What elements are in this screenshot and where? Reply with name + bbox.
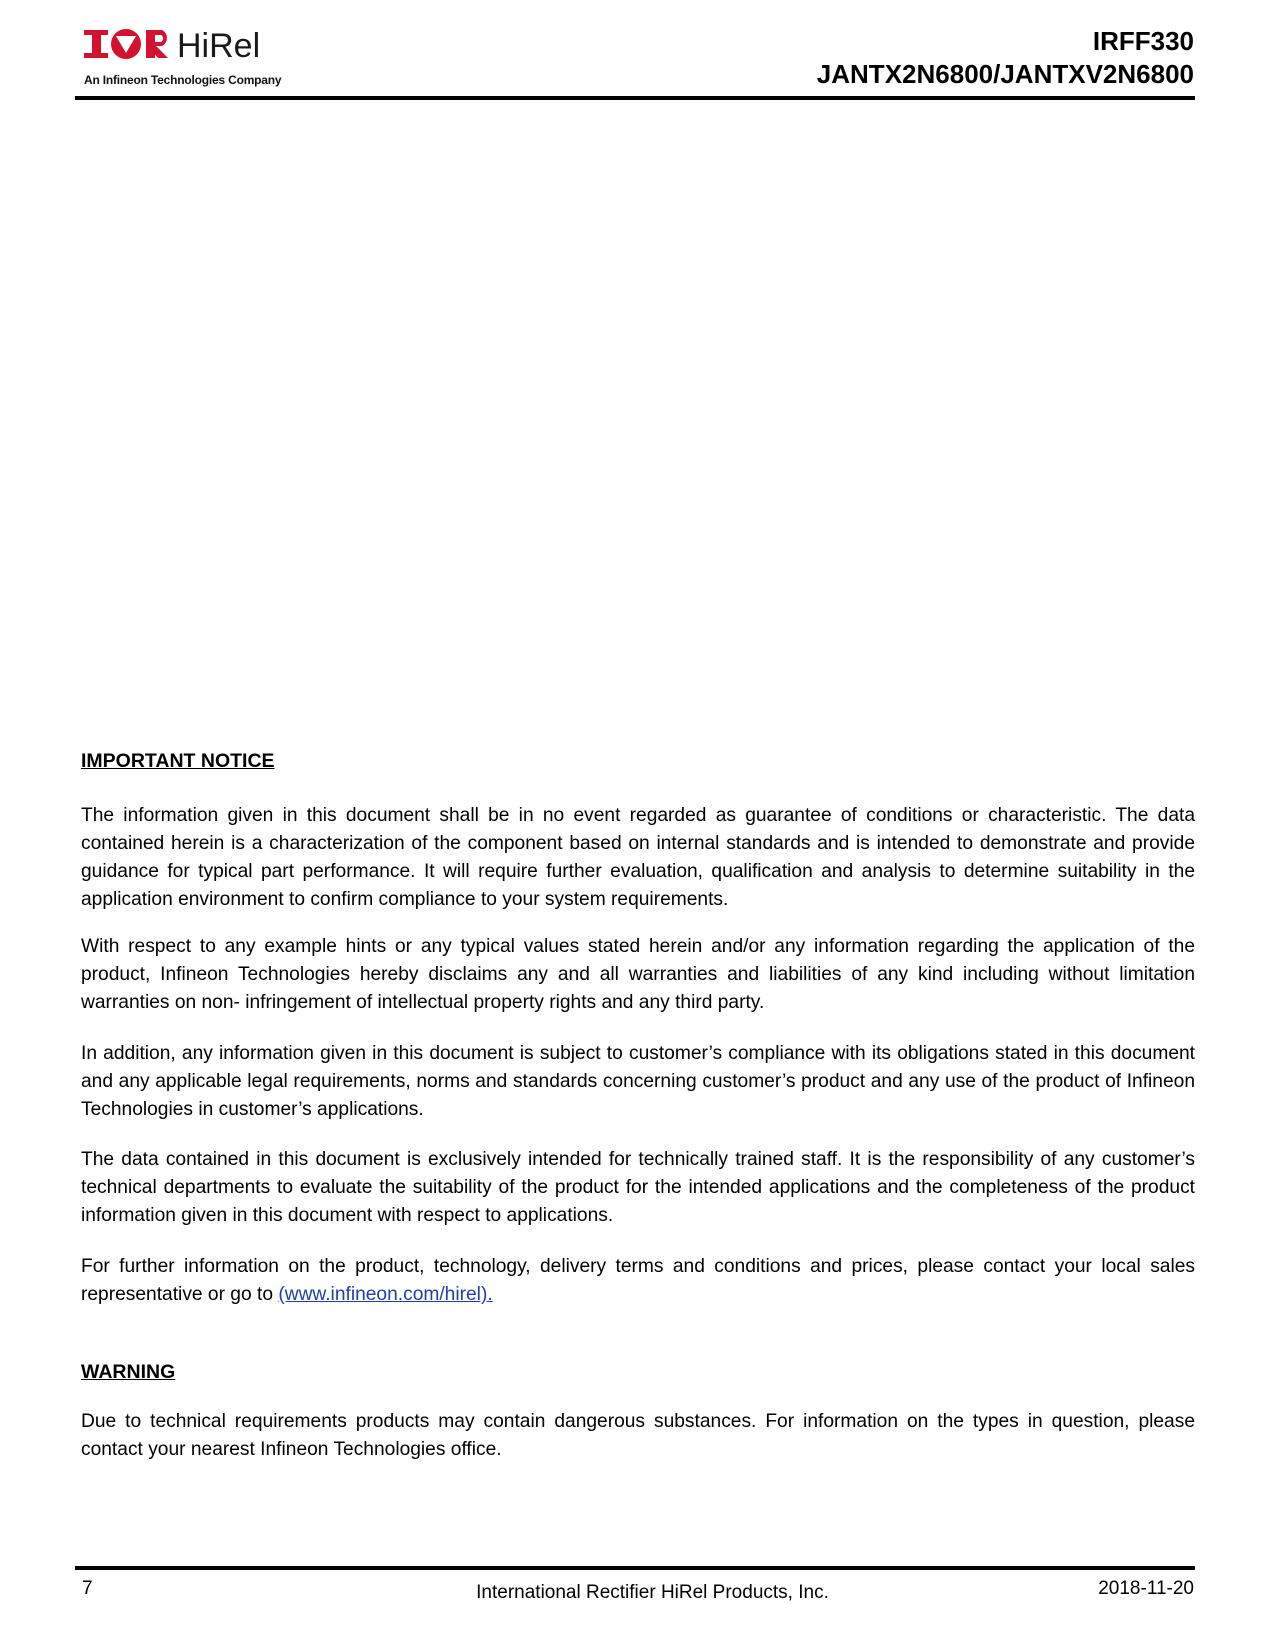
notice-paragraph-1: The information given in this document shall be in no event regarded as guarantee of conditions or characteristic. The data contained herein is a characterization of the component based on internal standards and is intended to demonstrate and provide guidance for typical part performance. It will require further evaluation, qualification and analysis to determine suitability in the application environment to confirm compliance to your system requirements. (81, 805, 1195, 910)
company-tagline: An Infineon Technologies Company (84, 73, 282, 87)
infineon-hirel-link[interactable]: (www.infineon.com/hirel). (278, 1284, 493, 1305)
notice-section (81, 748, 1195, 1464)
brand-name-text: HiRel (177, 27, 261, 65)
notice-paragraph-2: With respect to any example hints or any typical values stated herein and/or any information regarding the application of the product, Infineon Technologies hereby disclaims any and all warranties and liabilities of any kind including without limitation warranties on non- infringement of intellectual property rights and any third party. (81, 936, 1195, 1013)
ior-hirel-logo (84, 24, 304, 68)
footer-divider (75, 1566, 1195, 1570)
notice-paragraph-5 (81, 1253, 1195, 1309)
notice-paragraph-3: In addition, any information given in this document is subject to customer’s compliance with its obligations stated in this document and any applicable legal requirements, norms and standards concerning customer’s product and any use of the product of Infineon Technologies in customer’s applications. (81, 1043, 1195, 1120)
footer-company: International Rectifier HiRel Products, Inc. (476, 1582, 829, 1603)
footer-date: 2018-11-20 (1098, 1578, 1194, 1599)
page-number: 7 (82, 1578, 93, 1599)
header-divider (75, 96, 1195, 100)
warning-heading: WARNING (81, 1361, 176, 1383)
notice-paragraph-4: The data contained in this document is exclusively intended for technically trained staff. It is the responsibility of any customer’s technical departments to evaluate the suitability of the product for the intended applications and the completeness of the product information given in this document with respect to applications. (81, 1149, 1195, 1226)
jan-part-numbers: JANTX2N6800/JANTXV2N6800 (816, 59, 1194, 89)
part-number: IRFF330 (1092, 26, 1194, 56)
important-notice-heading: IMPORTANT NOTICE (81, 750, 275, 772)
warning-paragraph: Due to technical requirements products may contain dangerous substances. For information on the types in question, please contact your nearest Infineon Technologies office. (81, 1411, 1195, 1460)
document-title (817, 25, 1194, 91)
contact-text: For further information on the product, technology, delivery terms and conditions and prices, please contact your local sales representative or go to (81, 1256, 1195, 1305)
